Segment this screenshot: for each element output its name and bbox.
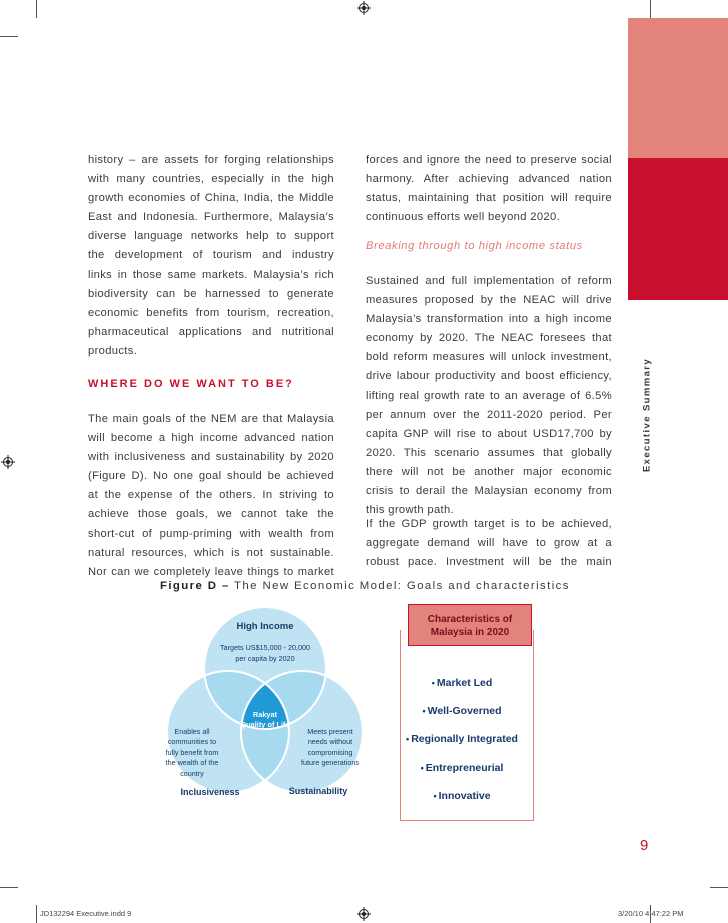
registration-mark-icon [357, 907, 371, 921]
text-line: The main goals of the NEM are that Malaysia [88, 413, 334, 425]
text-line: pharmaceutical applications and nutritional [88, 325, 334, 338]
text-line: Quality of Life [240, 719, 290, 729]
text-line: achieve those goals, we cannot take the [88, 508, 334, 521]
text-line: economy by 2020. The NEAC foresees that [366, 332, 612, 345]
text-line: there will not be another major economic [366, 465, 612, 478]
text-line: needs without [307, 737, 353, 747]
side-tab-label-box [640, 357, 654, 473]
text-line: with inclusiveness and sustainability by 2020 [88, 451, 334, 464]
high-income-title: High Income [236, 621, 294, 632]
text-line: capita GNP will rise to about USD17,700 by [366, 427, 612, 440]
text-line: Sustained and full implementation of reform [366, 275, 612, 287]
text-line: per capita by 2020 [235, 654, 295, 663]
right-paragraph-1 [366, 151, 612, 227]
text-line: biodiversity can be harnessed to generate [88, 287, 334, 300]
text-line: (Figure D). No one goal should be achieved [88, 470, 334, 483]
sustainability-description [295, 727, 365, 769]
crop-mark [0, 36, 18, 37]
high-income-description [200, 642, 330, 664]
text-line: 2020. This scenario assumes that globally [366, 446, 612, 459]
text-line: harmony. After achieving advanced nation [366, 173, 612, 186]
figure-caption [160, 580, 570, 592]
text-line: fully benefit from [165, 747, 219, 757]
slug-left: JD132294 Executive.indd 9 [40, 909, 132, 918]
crop-mark [0, 887, 18, 888]
text-line: aggregate demand will have to grow at a [366, 537, 612, 550]
characteristic-label: Well-Governed [427, 705, 502, 717]
text-line: short-cut of pump-priming with wealth from [88, 527, 334, 540]
text-line: Characteristics of [427, 614, 513, 625]
characteristic-label: Entrepreneurial [425, 762, 504, 774]
text-line: history – are assets for forging relationships [88, 154, 334, 166]
slug-right: 3/20/10 4:47:22 PM [618, 909, 684, 918]
text-line: with many countries, especially in the high [88, 173, 334, 186]
text-line: natural resources, which is not sustainable. [88, 546, 334, 559]
text-line: robust pace. Investment will be the main [366, 556, 612, 569]
text-line: crisis to derail the Malaysian economy from [366, 485, 612, 498]
bullet-icon: • [433, 791, 437, 801]
text-line: per annum over the 2011-2020 period. Per [366, 408, 612, 421]
characteristic-item [392, 733, 532, 745]
text-line: Malaysia in 2020 [430, 627, 510, 638]
figure-caption-text: The New Economic Model: Goals and characteristics [229, 580, 570, 592]
characteristic-label: Regionally Integrated [411, 733, 518, 745]
text-line: Meets present [307, 727, 353, 736]
text-line: at the expense of the others. In striving to [88, 489, 334, 502]
text-line: continuous efforts well beyond 2020. [366, 211, 561, 224]
text-line: lifting real growth rate to an average of 6.5% [366, 389, 612, 402]
text-line: bold reform measures will unlock investment, [366, 351, 612, 364]
page-number: 9 [640, 837, 649, 854]
text-line: links in those same markets. Malaysia’s rich [88, 268, 334, 281]
text-line: East and Indonesia. Furthermore, Malaysia’s [88, 211, 334, 224]
text-line: measures proposed by the NEAC will drive [366, 294, 612, 307]
right-paragraph-3 [366, 515, 612, 572]
bullet-icon: • [422, 706, 426, 716]
section-heading: WHERE DO WE WANT TO BE? [88, 378, 294, 390]
venn-center-label [225, 710, 305, 729]
text-line: will become a high income advanced nation [88, 432, 334, 445]
registration-mark-icon [357, 1, 371, 15]
text-line: forces and ignore the need to preserve social [366, 154, 612, 166]
text-line: the wealth of the [165, 758, 219, 768]
characteristic-item [392, 790, 532, 802]
text-line: future generations [301, 758, 359, 768]
crop-mark [650, 0, 651, 18]
text-line: products. [88, 344, 138, 357]
text-line: the development of tourism and industry [88, 249, 334, 262]
crop-mark [710, 887, 728, 888]
bullet-icon: • [431, 678, 435, 688]
subheading: Breaking through to high income status [366, 240, 583, 252]
text-line: compromising [307, 747, 353, 757]
text-line: Malaysia’s transformation into a high income [366, 313, 612, 326]
figure-caption-label: Figure D – [160, 580, 230, 592]
text-line: communities to [167, 737, 217, 747]
inclusiveness-title: Inclusiveness [180, 787, 240, 797]
text-line: growth economies of China, India, the Middle [88, 192, 334, 205]
inclusiveness-description [157, 727, 227, 779]
text-line: drive labour productivity and boost efficiency, [366, 370, 612, 383]
text-line: this growth path. [366, 504, 455, 517]
text-line: Targets US$15,000 - 20,000 [220, 643, 310, 652]
side-tab-upper [628, 18, 728, 158]
crop-mark [36, 0, 37, 18]
text-line: status, maintaining that position will require [366, 192, 612, 205]
characteristic-label: Market Led [436, 677, 493, 689]
registration-mark-icon [1, 455, 15, 469]
right-paragraph-2 [366, 272, 612, 520]
crop-mark [36, 905, 37, 923]
bullet-icon: • [420, 763, 424, 773]
text-line: If the GDP growth target is to be achieved, [366, 518, 612, 530]
sustainability-title: Sustainability [288, 786, 348, 796]
text-line: Enables all [174, 727, 210, 736]
bullet-icon: • [406, 734, 410, 744]
side-tab-label: Executive Summary [641, 357, 653, 473]
text-line: Nor can we completely leave things to market [88, 565, 334, 578]
characteristics-title-box [408, 604, 532, 646]
text-line: country [180, 768, 204, 778]
text-line: diverse language networks help to support [88, 230, 334, 243]
text-line: economic benefits from tourism, recreation, [88, 306, 334, 319]
characteristic-item [392, 677, 532, 689]
text-line: Rakyat [252, 710, 278, 719]
characteristic-label: Innovative [438, 790, 491, 802]
characteristic-item [392, 705, 532, 717]
characteristic-item [392, 762, 532, 774]
left-paragraph-2 [88, 410, 334, 582]
left-paragraph-1 [88, 151, 334, 361]
